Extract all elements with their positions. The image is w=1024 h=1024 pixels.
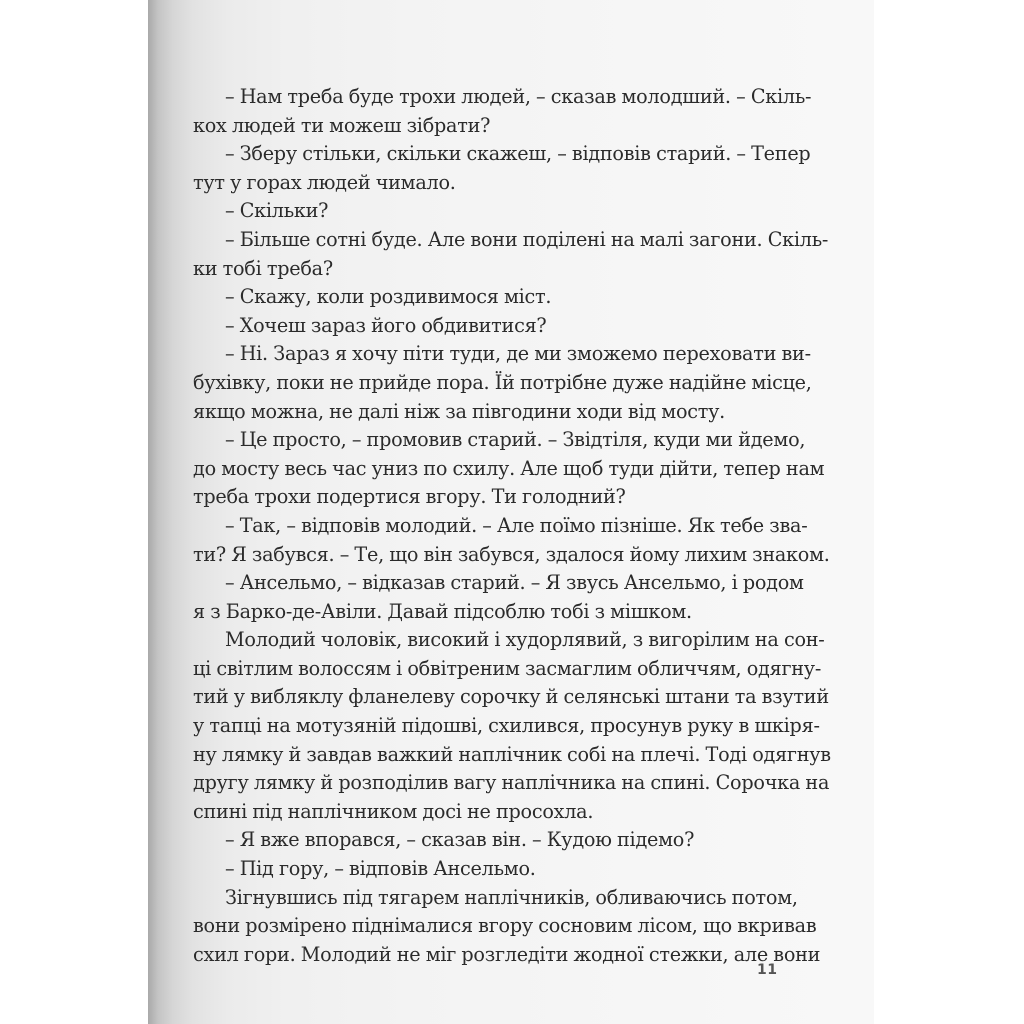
text-line: до мосту весь час униз по схилу. Але щоб туди дійти, тепер нам bbox=[193, 456, 825, 480]
text-line: у тапці на мотузяній підошві, схилився, просунув руку в шкіря- bbox=[193, 714, 820, 738]
text-line: ти? Я забувся. – Те, що він забувся, здалося йому лихим знаком. bbox=[193, 542, 830, 566]
book-page bbox=[148, 0, 874, 1024]
text-line: ки тобі треба? bbox=[193, 256, 333, 280]
text-line: тут у горах людей чимало. bbox=[193, 170, 456, 194]
text-line: – Так, – відповів молодий. – Але поїмо пізніше. Як тебе зва- bbox=[225, 513, 808, 537]
text-line: – Під гору, – відповів Ансельмо. bbox=[225, 857, 536, 881]
text-line: якщо можна, не далі ніж за півгодини ходи від мосту. bbox=[193, 399, 726, 423]
text-line: ці світлим волоссям і обвітреним засмаглим обличчям, одягну- bbox=[193, 656, 822, 680]
text-line: вони розмірено піднімалися вгору сосновим лісом, що вкривав bbox=[193, 914, 817, 938]
text-line: – Зберу стільки, скільки скажеш, – відповів старий. – Тепер bbox=[225, 142, 811, 166]
text-line: схил гори. Молодий не міг розгледіти жодної стежки, але вони bbox=[193, 942, 821, 966]
text-line: – Ансельмо, – відказав старий. – Я звусь Ансельмо, і родом bbox=[225, 571, 804, 595]
text-line: – Скажу, коли роздивимося міст. bbox=[225, 285, 552, 309]
text-line: Зігнувшись під тягарем наплічників, обливаючись потом, bbox=[225, 885, 798, 909]
text-line: кох людей ти можеш зібрати? bbox=[193, 113, 491, 137]
body-text bbox=[193, 83, 831, 969]
text-line: – Нам треба буде трохи людей, – сказав молодший. – Скіль- bbox=[225, 85, 812, 108]
text-line: бухівку, поки не прийде пора. Їй потрібне дуже надійне місце, bbox=[193, 370, 812, 394]
text-line: – Ні. Зараз я хочу піти туди, де ми зможемо переховати ви- bbox=[225, 342, 811, 366]
text-line: другу лямку й розподілив вагу наплічника на спині. Сорочка на bbox=[193, 771, 830, 795]
text-line: треба трохи подертися вгору. Ти голодний? bbox=[193, 485, 626, 509]
text-line: – Я вже впорався, – сказав він. – Кудою підемо? bbox=[225, 828, 695, 852]
text-line: – Це просто, – промовив старий. – Звідтіля, куди ми йдемо, bbox=[225, 428, 806, 452]
text-line: ну лямку й завдав важкий наплічник собі на плечі. Тоді одягнув bbox=[193, 742, 831, 766]
text-line: – Більше сотні буде. Але вони поділені на малі загони. Скіль- bbox=[225, 227, 829, 251]
text-line: – Скільки? bbox=[225, 199, 329, 223]
text-line: я з Барко-де-Авіли. Давай підсоблю тобі з мішком. bbox=[193, 599, 692, 623]
text-line: спині під наплічником досі не просохла. bbox=[193, 799, 594, 823]
text-line: Молодий чоловік, високий і худорлявий, з вигорілим на сон- bbox=[225, 628, 825, 652]
page-number: 11 bbox=[757, 962, 778, 978]
text-line: тий у вибляклу фланелеву сорочку й селянські штани та взутий bbox=[193, 685, 829, 709]
text-line: – Хочеш зараз його обдивитися? bbox=[225, 313, 547, 337]
